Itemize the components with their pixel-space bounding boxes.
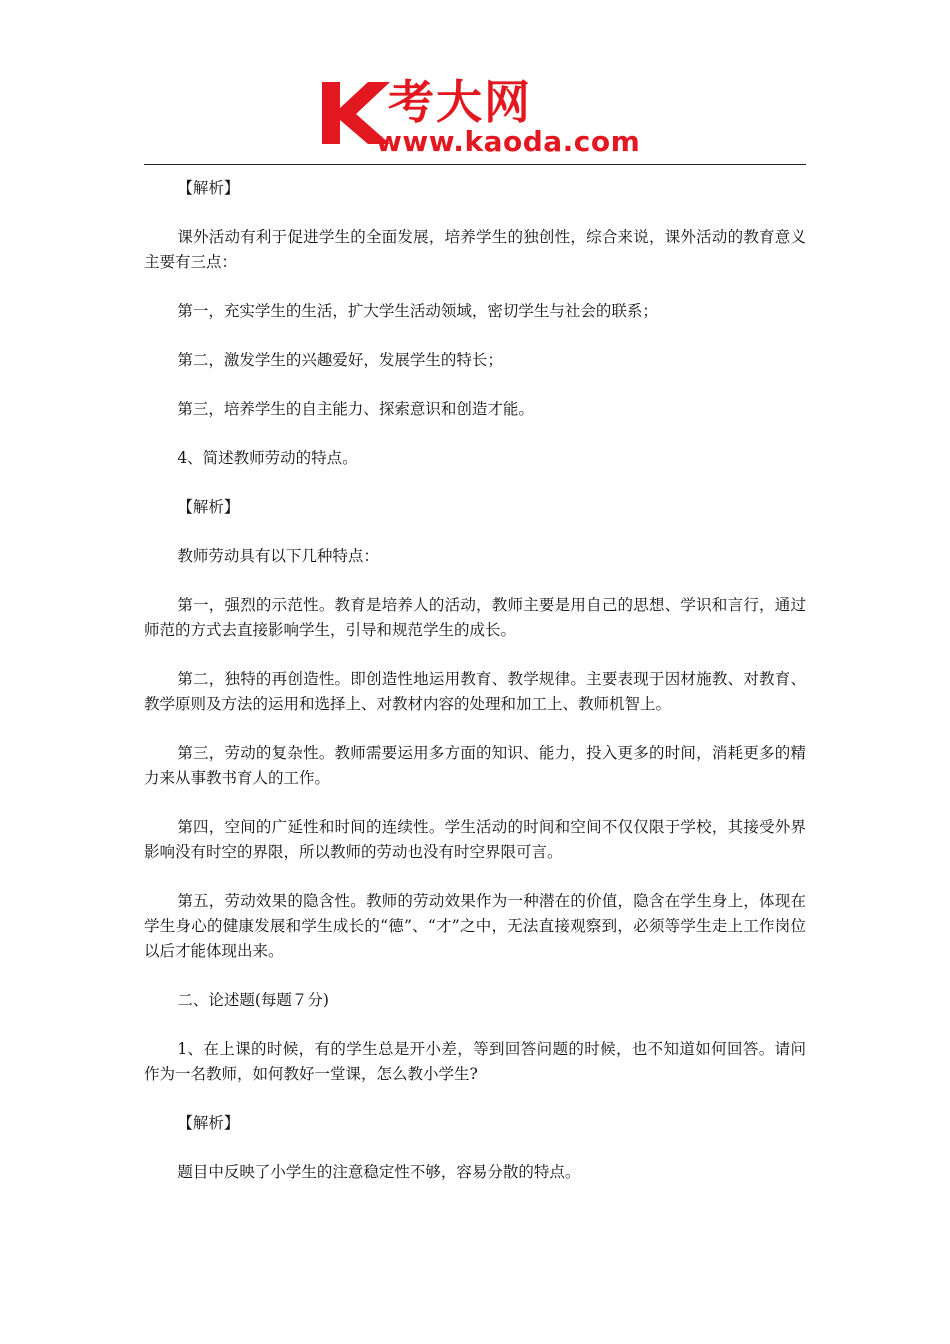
paragraph: 题目中反映了小学生的注意稳定性不够，容易分散的特点。 [177, 1163, 581, 1181]
paragraph: 教师劳动具有以下几种特点： [177, 547, 379, 565]
paragraph: 第一，充实学生的生活，扩大学生活动领域，密切学生与社会的联系； [177, 302, 658, 320]
paragraph: 第二，激发学生的兴趣爱好，发展学生的特长； [177, 351, 503, 369]
analysis-heading: 【解析】 [177, 498, 240, 516]
logo-title: 考大网 [388, 75, 532, 129]
paragraph: 第三，劳动的复杂性。教师需要运用多方面的知识、能力，投入更多的时间，消耗更多的精力来从事教书育人的工作。 [144, 744, 806, 787]
question-title: 1、在上课的时候，有的学生总是开小差，等到回答问题的时候，也不知道如何回答。请问作为一名教师，如何教好一堂课，怎么教小学生? [144, 1040, 806, 1083]
analysis-heading: 【解析】 [177, 179, 240, 197]
analysis-heading: 【解析】 [177, 1114, 240, 1132]
paragraph: 第四，空间的广延性和时间的连续性。学生活动的时间和空间不仅仅限于学校，其接受外界影响没有时空的界限，所以教师的劳动也没有时空界限可言。 [144, 818, 806, 861]
paragraph: 第三，培养学生的自主能力、探索意识和创造才能。 [177, 400, 534, 418]
section-heading: 二、论述题(每题７分) [177, 991, 329, 1009]
logo-url: www.kaoda.com [376, 125, 641, 158]
kaoda-logo[interactable] [318, 75, 641, 158]
paragraph: 课外活动有利于促进学生的全面发展，培养学生的独创性，综合来说，课外活动的教育意义主要有三点： [144, 228, 806, 271]
paragraph: 第五，劳动效果的隐含性。教师的劳动效果作为一种潜在的价值，隐含在学生身上，体现在学生身心的健康发展和学生成长的“德”、“才”之中，无法直接观察到，必须等学生走上工作岗位以后才能体现出来。 [144, 892, 806, 960]
page-header [0, 0, 950, 166]
header-divider [144, 164, 806, 165]
paragraph: 第二，独特的再创造性。即创造性地运用教育、教学规律。主要表现于因材施教、对教育、教学原则及方法的运用和选择上、对教材内容的处理和加工上、教师机智上。 [144, 670, 806, 713]
question-title: 4、简述教师劳动的特点。 [177, 449, 358, 467]
paragraph: 第一，强烈的示范性。教育是培养人的活动，教师主要是用自己的思想、学识和言行，通过师范的方式去直接影响学生，引导和规范学生的成长。 [144, 596, 806, 639]
document-body [144, 176, 806, 1209]
